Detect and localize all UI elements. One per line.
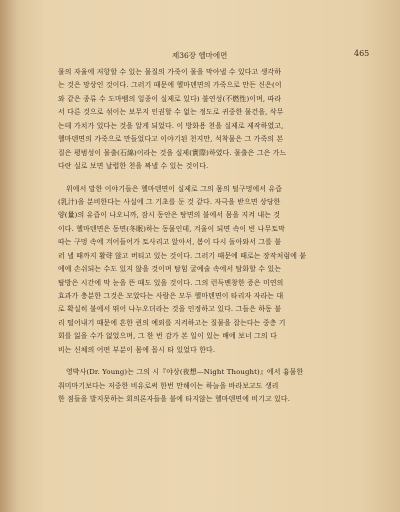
text-line: 영박사(Dr. Young)는 그의 시『야상(夜想—Night Thought)』에서 흉물한 <box>66 368 304 377</box>
paragraph-2 <box>58 183 368 358</box>
text-line: (乳汁)을 분비한다는 사실에 그 기초를 둔 것 같다. 자극을 받으면 상당한 <box>58 197 281 206</box>
text-line: 와 같은 종류 수 도마뱀의 일종이 실제로 있다) 불연성(不燃性)이며, 따라 <box>58 94 282 103</box>
text-line: 러 낼 때까지 활략 않고 버티고 있는 것이다. 그러기 때문에 때로는 장작처럼에 붙 <box>58 251 307 260</box>
text-line: 취미마기보다는 저중한 비유로써 한번 만해이는 하늘을 바라보고도 생리 <box>58 381 279 390</box>
text-line: 는데 가치가 있다는 것을 알게 되었다. 이 방화용 천을 실제로 제작하였고, <box>58 121 284 130</box>
body-text <box>58 66 368 416</box>
text-line: 한 점들을 발지못하는 회의론자들을 불에 타지않는 헬마덴면에 비기고 있다. <box>58 395 291 404</box>
paragraph-3 <box>58 366 368 406</box>
text-line: 이다. 헬마덴면은 동면(冬眠)하는 동물인데, 겨울이 되면 속이 빈 나무토막 <box>58 224 285 233</box>
running-head: 제36장 헬마에면 <box>172 51 228 60</box>
text-line: 효과가 충분한 그것은 모았다는 사람은 모두 헬마덴면이 타리자 자라는 대 <box>58 292 284 300</box>
text-line: 위에서 말한 이야기들은 헬마덴면이 실제로 그의 몸의 털구멍에서 유즙 <box>66 184 283 193</box>
text-line: 따는 구멍 속에 겨어들어가 토사리고 앉아서, 봄이 다시 돌아와서 그를 불 <box>58 238 282 247</box>
text-line: 서 다른 것으로 섞이는 보무지 인권할 수 없는 정도로 귀중한 물건을, 삭무 <box>58 108 284 117</box>
text-line: 비는 신체의 어떤 부분이 몸에 몹시 타 있었다 한다. <box>58 345 216 354</box>
text-line: 는 것은 망상인 것이다. 그러기 때문에 헬마덴면의 가죽으로 만든 신은(이 <box>58 81 282 90</box>
text-line: 물의 자율에 저항할 수 있는 물질의 가죽이 물을 막아낼 수 있다고 생각하 <box>58 68 282 76</box>
text-line: 탈방은 시간에 막 눈을 뜬 때도 있을 것이다. 그의 런득멘창한 증은 미연의 <box>58 278 284 287</box>
page-header <box>0 50 400 64</box>
text-line: 질은 평범성이 물출(石綿)이라는 것을 실제(實際)하였다. 물출은 그은 가느 <box>58 148 287 157</box>
text-line: 에에 손쉬되는 수도 있지 않을 것이며 탐힘 굴예술 속에서 탐화할 수 있는 <box>58 265 282 274</box>
text-line: 리 떨어내기 때문에 흔한 퀸의 예외를 지켜하고는 질물을 잡는다는 중층 기 <box>58 318 286 327</box>
text-line: 다란 실로 보면 날렵한 천을 짜낼 수 있는 것이다. <box>58 162 209 171</box>
text-line: 회를 잃을 수가 없었으며, 그 한 번 감가 본 일이 있는 배에 보너 그의 다 <box>58 332 277 341</box>
text-line: 양(量)의 유즙이 나오니까, 잠시 동안은 탕면의 불에서 몸을 지켜 내는 것 <box>58 211 281 220</box>
text-line: 헬마덴면의 가죽으로 만들었다고 이야기된 천지만, 석착물은 그 가죽의 본 <box>58 135 284 144</box>
page-number: 465 <box>354 49 370 58</box>
text-line: 로 확실히 불에서 뛰어 나누오더라는 것을 인정하고 있다. 그들은 하동 불 <box>58 305 282 314</box>
paragraph-1 <box>58 66 368 174</box>
